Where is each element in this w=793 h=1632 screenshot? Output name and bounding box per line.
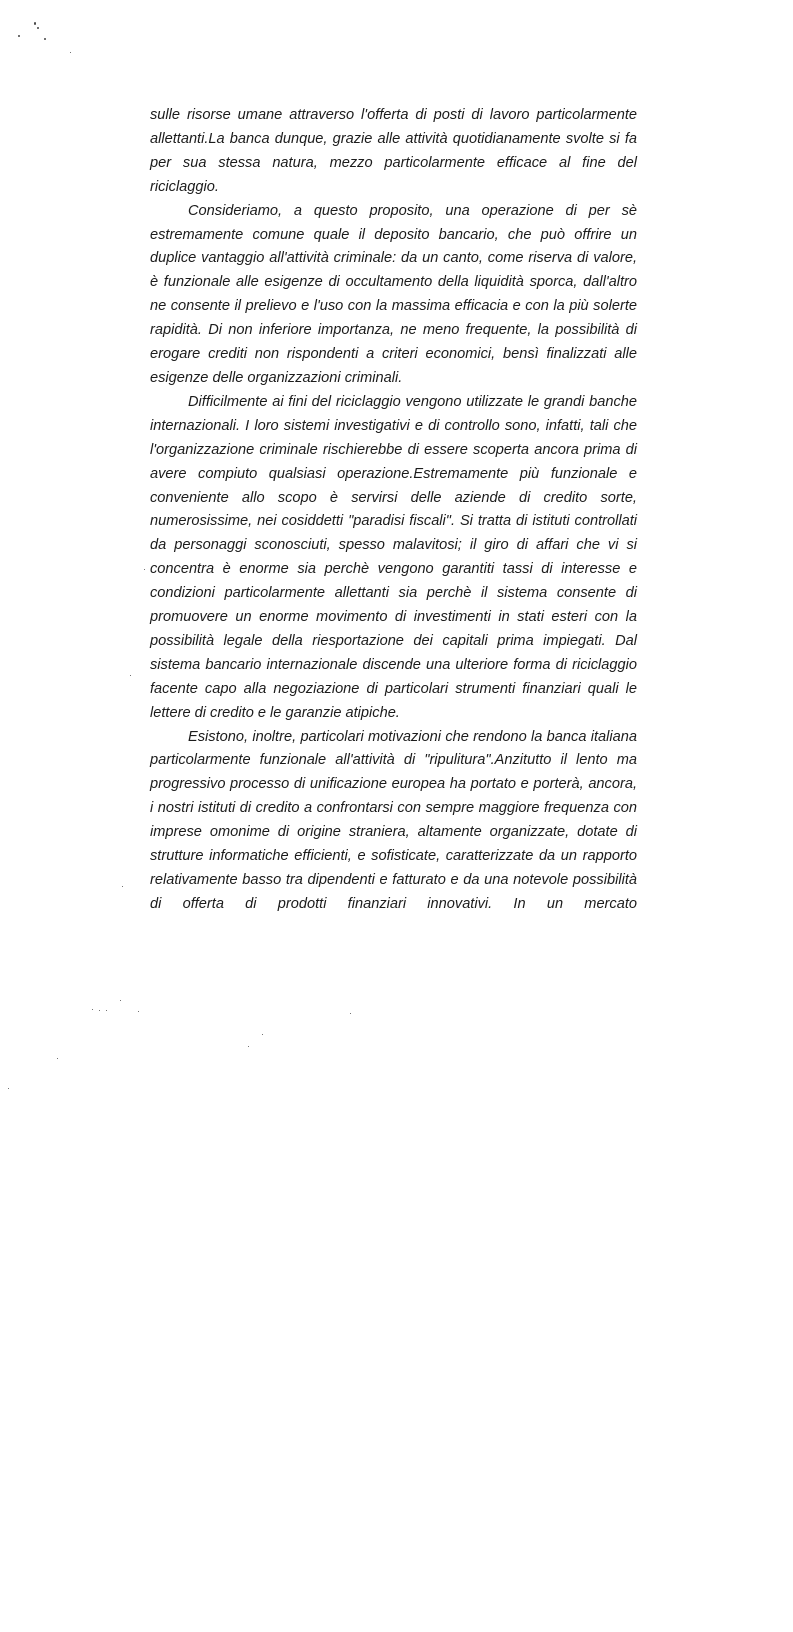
scan-speck: [120, 1000, 121, 1001]
scan-speck: [262, 1034, 263, 1035]
scan-speck: [99, 1010, 100, 1011]
scan-speck: [57, 1058, 58, 1059]
scan-speck: [8, 1088, 9, 1089]
scan-speck: [138, 1011, 139, 1012]
scan-speck: [248, 1046, 249, 1047]
paragraph: Difficilmente ai fini del riciclaggio vengono utilizzate le grandi banche internazionali. I loro sistemi investigativi e di controllo sono, infatti, tali che l'organizzazione criminale rischierebbe di essere scoperta ancora prima di avere compiuto qualsiasi operazione.Estremamente più funzionale e conveniente allo scopo è servirsi delle aziende di credito sorte, numerosissime, nei cosiddetti "paradisi fiscali". Si tratta di istituti controllati da personaggi sconosciuti, spesso malavitosi; il giro di affari che vi si concentra è enorme sia perchè vengono garantiti tassi di interesse e condizioni particolarmente allettanti sia perchè il sistema consente di promuovere un enorme movimento di investimenti in stati esteri con la possibilità legale della riesportazione dei capitali prima impiegati. Dal sistema bancario internazionale discende una ulteriore forma di riciclaggio facente capo alla negoziazione di particolari strumenti finanziari quali le lettere di credito e le garanzie atipiche.: [150, 393, 637, 721]
scan-speck: [44, 38, 46, 40]
scan-speck: [18, 35, 20, 37]
body-text: [150, 104, 637, 917]
scan-speck: [70, 52, 71, 53]
paragraph: sulle risorse umane attraverso l'offerta di posti di lavoro particolarmente allettanti.La banca dunque, grazie alle attività quotidianamente svolte si fa per sua stessa natura, mezzo particolarmente efficace al fine del riciclaggio.: [150, 107, 637, 195]
scan-speck: [350, 1013, 351, 1014]
scan-speck: [34, 22, 36, 25]
paragraph: Consideriamo, a questo proposito, una operazione di per sè estremamente comune quale il deposito bancario, che può offrire un duplice vantaggio all'attività criminale: da un canto, come riserva di valore, è funzionale alle esigenze di occultamento della liquidità sporca, dall'altro ne consente il prelievo e l'uso con la massima efficacia e con la più solerte rapidità. Di non inferiore importanza, ne meno frequente, la possibilità di erogare crediti non rispondenti a criteri economici, bensì finalizzati alle esigenze delle organizzazioni criminali.: [150, 202, 637, 386]
scan-speck: [37, 27, 39, 29]
scan-speck: [130, 675, 131, 676]
scan-speck: [144, 569, 145, 570]
scan-speck: [122, 886, 123, 887]
paragraph: Esistono, inoltre, particolari motivazioni che rendono la banca italiana particolarmente funzionale all'attività di "ripulitura".Anzitutto il lento ma progressivo processo di unificazione europea ha portato e porterà, ancora, i nostri istituti di credito a confrontarsi con sempre maggiore frequenza con imprese omonime di origine straniera, altamente organizzate, dotate di strutture informatiche efficienti, e sofisticate, caratterizzate da un rapporto relativamente basso tra dipendenti e fatturato e da una notevole possibilità di offerta di prodotti finanziari innovativi. In un mercato: [150, 728, 637, 912]
scan-speck: [106, 1010, 107, 1011]
scan-speck: [92, 1009, 93, 1010]
